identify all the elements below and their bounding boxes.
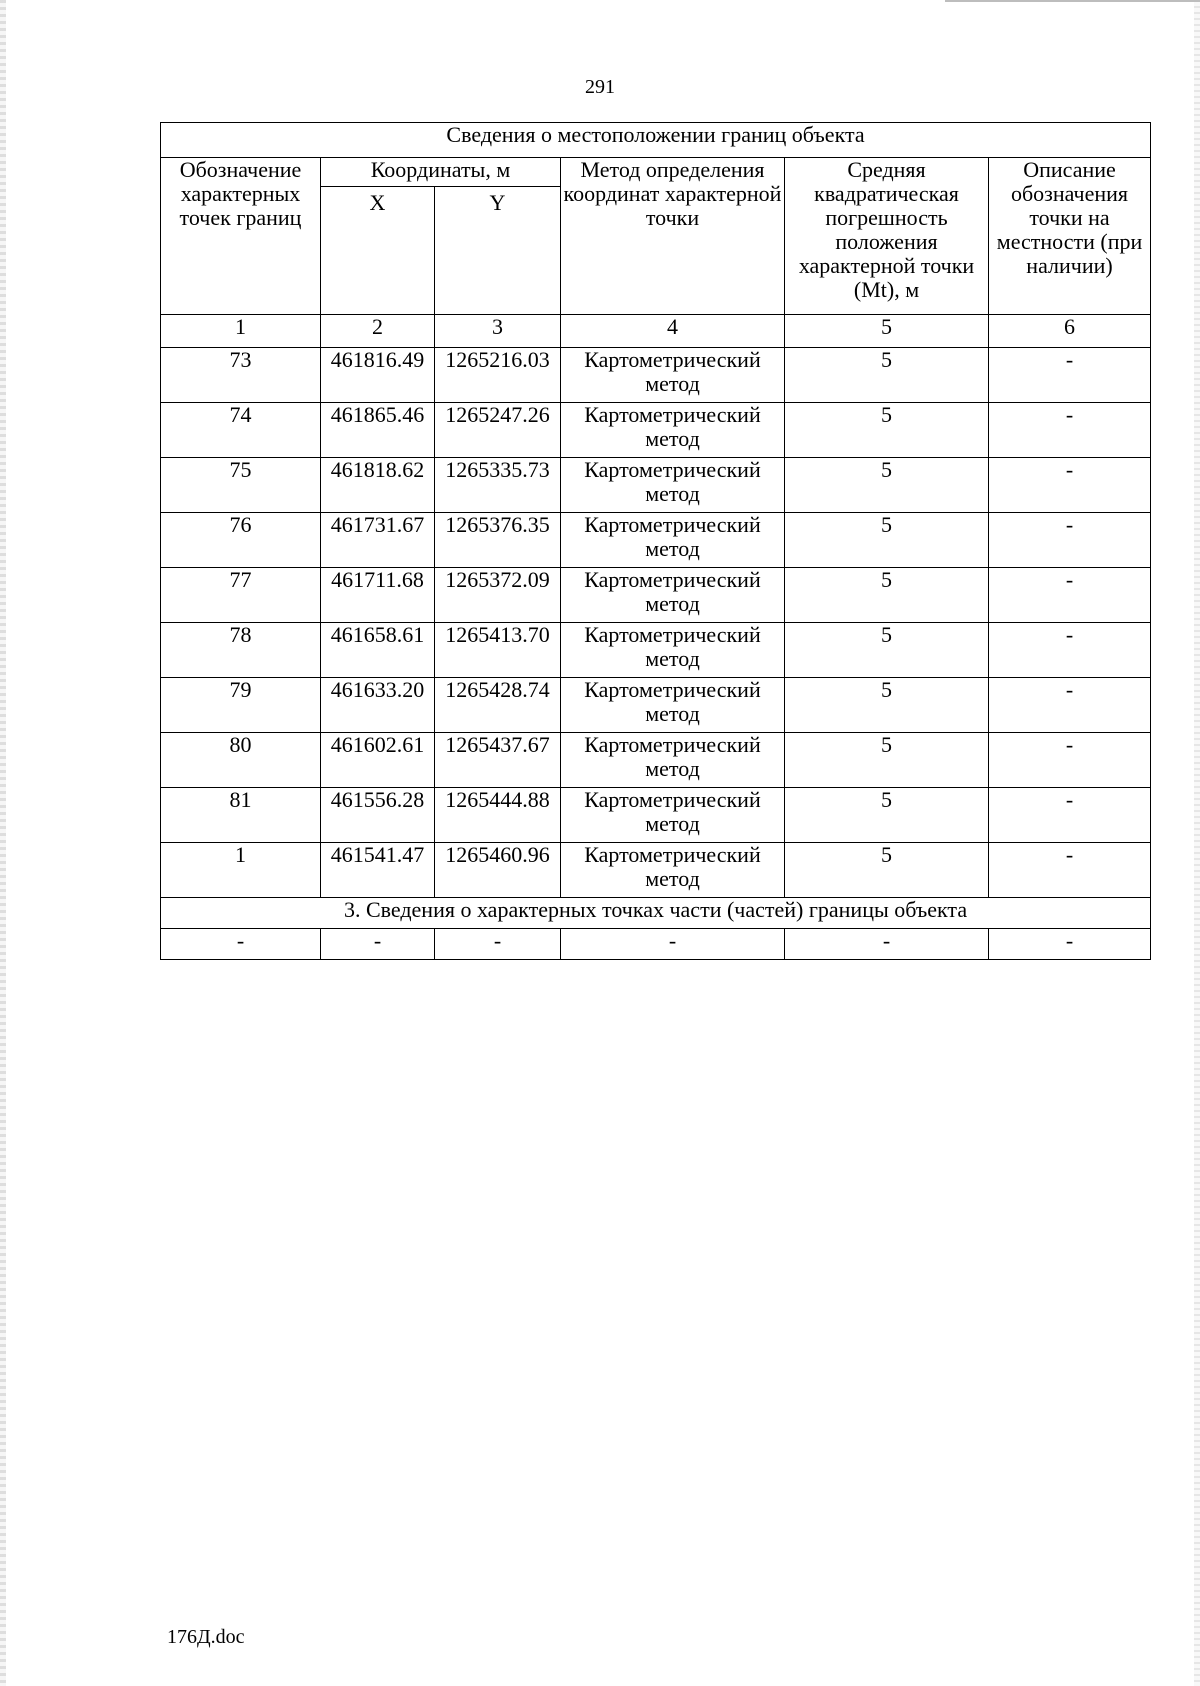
x-coordinate-cell: 461711.68 xyxy=(321,568,435,623)
y-coordinate-cell: 1265413.70 xyxy=(435,623,561,678)
description-cell: - xyxy=(989,568,1151,623)
x-coordinate-cell: 461865.46 xyxy=(321,403,435,458)
point-id-cell: 75 xyxy=(161,458,321,513)
table-row xyxy=(161,929,1151,960)
method-cell: Картометрический метод xyxy=(561,843,785,898)
error-cell: 5 xyxy=(785,513,989,568)
y-coordinate-cell: 1265444.88 xyxy=(435,788,561,843)
error-cell: 5 xyxy=(785,788,989,843)
y-coordinate-cell: 1265376.35 xyxy=(435,513,561,568)
table-row xyxy=(161,513,1151,568)
table-row xyxy=(161,568,1151,623)
scan-edge-right xyxy=(1194,0,1200,1686)
x-coordinate-cell: 461541.47 xyxy=(321,843,435,898)
section-3-cell: - xyxy=(161,929,321,960)
column-number: 4 xyxy=(561,315,785,348)
error-cell: 5 xyxy=(785,678,989,733)
header-error: Средняя квадратическая погрешность положения характерной точки (Mt), м xyxy=(785,158,989,315)
header-x: X xyxy=(321,187,435,315)
page-number: 291 xyxy=(585,76,615,98)
description-cell: - xyxy=(989,513,1151,568)
point-id-cell: 1 xyxy=(161,843,321,898)
description-cell: - xyxy=(989,623,1151,678)
table-row xyxy=(161,733,1151,788)
point-id-cell: 77 xyxy=(161,568,321,623)
error-cell: 5 xyxy=(785,348,989,403)
column-number: 6 xyxy=(989,315,1151,348)
description-cell: - xyxy=(989,403,1151,458)
description-cell: - xyxy=(989,678,1151,733)
point-id-cell: 79 xyxy=(161,678,321,733)
table-row xyxy=(161,348,1151,403)
method-cell: Картометрический метод xyxy=(561,623,785,678)
boundary-table xyxy=(160,122,1151,960)
header-y: Y xyxy=(435,187,561,315)
y-coordinate-cell: 1265428.74 xyxy=(435,678,561,733)
scan-top-line xyxy=(945,0,1200,2)
table-row xyxy=(161,843,1151,898)
column-number: 2 xyxy=(321,315,435,348)
section-3-cell: - xyxy=(435,929,561,960)
method-cell: Картометрический метод xyxy=(561,458,785,513)
x-coordinate-cell: 461556.28 xyxy=(321,788,435,843)
point-id-cell: 78 xyxy=(161,623,321,678)
error-cell: 5 xyxy=(785,843,989,898)
description-cell: - xyxy=(989,733,1151,788)
method-cell: Картометрический метод xyxy=(561,513,785,568)
method-cell: Картометрический метод xyxy=(561,733,785,788)
description-cell: - xyxy=(989,458,1151,513)
scan-edge-left xyxy=(0,0,6,1686)
method-cell: Картометрический метод xyxy=(561,348,785,403)
table-row xyxy=(161,678,1151,733)
point-id-cell: 80 xyxy=(161,733,321,788)
description-cell: - xyxy=(989,348,1151,403)
method-cell: Картометрический метод xyxy=(561,678,785,733)
point-id-cell: 73 xyxy=(161,348,321,403)
method-cell: Картометрический метод xyxy=(561,788,785,843)
x-coordinate-cell: 461818.62 xyxy=(321,458,435,513)
point-id-cell: 76 xyxy=(161,513,321,568)
x-coordinate-cell: 461602.61 xyxy=(321,733,435,788)
column-number: 5 xyxy=(785,315,989,348)
header-description: Описание обозначения точки на местности (при наличии) xyxy=(989,158,1151,315)
section-3-cell: - xyxy=(989,929,1151,960)
error-cell: 5 xyxy=(785,623,989,678)
description-cell: - xyxy=(989,843,1151,898)
method-cell: Картометрический метод xyxy=(561,403,785,458)
point-id-cell: 81 xyxy=(161,788,321,843)
table-row xyxy=(161,403,1151,458)
error-cell: 5 xyxy=(785,458,989,513)
section-3-cell: - xyxy=(321,929,435,960)
y-coordinate-cell: 1265247.26 xyxy=(435,403,561,458)
section-3-cell: - xyxy=(561,929,785,960)
method-cell: Картометрический метод xyxy=(561,568,785,623)
y-coordinate-cell: 1265216.03 xyxy=(435,348,561,403)
y-coordinate-cell: 1265437.67 xyxy=(435,733,561,788)
x-coordinate-cell: 461633.20 xyxy=(321,678,435,733)
table-row xyxy=(161,788,1151,843)
header-coordinates: Координаты, м xyxy=(321,158,561,187)
header-method: Метод определения координат характерной точки xyxy=(561,158,785,315)
column-number: 3 xyxy=(435,315,561,348)
header-designation: Обозначение характерных точек границ xyxy=(161,158,321,315)
x-coordinate-cell: 461731.67 xyxy=(321,513,435,568)
error-cell: 5 xyxy=(785,403,989,458)
section-3-title: 3. Сведения о характерных точках части (частей) границы объекта xyxy=(161,898,1151,929)
y-coordinate-cell: 1265372.09 xyxy=(435,568,561,623)
y-coordinate-cell: 1265460.96 xyxy=(435,843,561,898)
column-number: 1 xyxy=(161,315,321,348)
table-caption: Сведения о местоположении границ объекта xyxy=(161,123,1151,158)
description-cell: - xyxy=(989,788,1151,843)
x-coordinate-cell: 461816.49 xyxy=(321,348,435,403)
y-coordinate-cell: 1265335.73 xyxy=(435,458,561,513)
table-row xyxy=(161,458,1151,513)
x-coordinate-cell: 461658.61 xyxy=(321,623,435,678)
document-filename: 176Д.doc xyxy=(167,1626,245,1648)
error-cell: 5 xyxy=(785,733,989,788)
table-row xyxy=(161,623,1151,678)
error-cell: 5 xyxy=(785,568,989,623)
point-id-cell: 74 xyxy=(161,403,321,458)
section-3-cell: - xyxy=(785,929,989,960)
